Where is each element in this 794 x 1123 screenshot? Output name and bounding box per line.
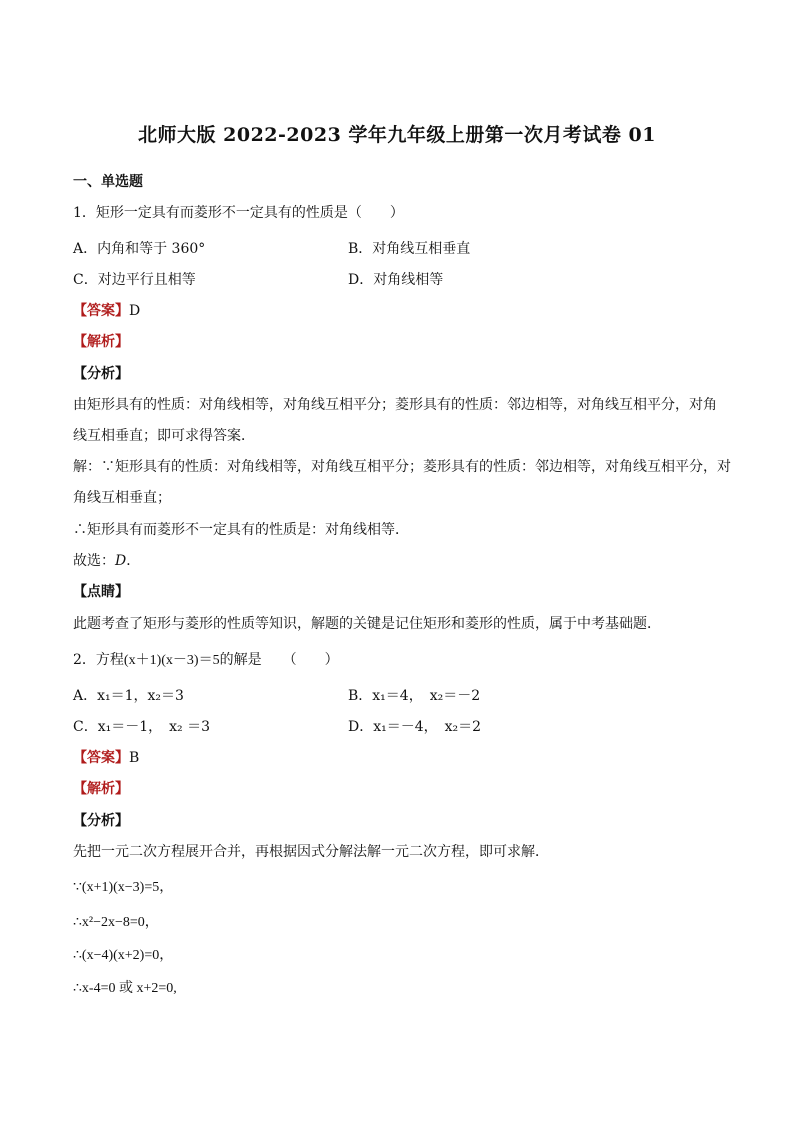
q2-option-c: C．x₁＝－1， x₂ ＝3 (73, 719, 210, 735)
q1-analysis-line2: 线互相垂直；即可求得答案． (73, 428, 255, 444)
section-heading: 一、单选题 (73, 174, 143, 190)
q2-stem-prefix: 2．方程 (73, 652, 124, 668)
q2-fenxi-tag: 【分析】 (73, 813, 129, 829)
q1-option-b: B．对角线互相垂直 (348, 241, 471, 257)
q1-option-a: A．内角和等于 360° (73, 241, 206, 257)
q2-step4: ∴x-4=0 或 x+2=0, (73, 981, 177, 996)
q1-solution-line3: ∴矩形具有而菱形不一定具有的性质是：对角线相等． (73, 522, 409, 538)
q1-jiexi-tag: 【解析】 (73, 334, 129, 350)
q1-stem: 1．矩形一定具有而菱形不一定具有的性质是（ ） (73, 205, 404, 221)
q1-answer-row (73, 301, 140, 321)
q1-solution-line1: 解：∵矩形具有的性质：对角线相等，对角线互相平分；菱形具有的性质：邻边相等，对角线互相平分，对 (73, 459, 731, 475)
answer-tag: 【答案】 (73, 750, 129, 766)
q2-step3: ∴(x−4)(x+2)=0， (73, 948, 174, 963)
q2-option-b: B．x₁＝4， x₂＝－2 (348, 688, 481, 704)
q2-analysis: 先把一元二次方程展开合并，再根据因式分解法解一元二次方程，即可求解． (73, 844, 549, 860)
q2-jiexi-tag: 【解析】 (73, 781, 129, 797)
q1-answer-value: D (129, 303, 141, 319)
q2-option-a: A．x₁＝1，x₂＝3 (73, 688, 184, 704)
q2-option-d: D．x₁＝－4， x₂＝2 (348, 719, 482, 735)
q2-stem-equation: (x＋1)(x－3)＝5 (123, 653, 220, 668)
choose-answer: D (115, 553, 127, 569)
q2-answer-row (73, 748, 139, 768)
q2-stem-suffix: 的解是 （ ） (219, 652, 339, 668)
choose-suffix: ． (126, 553, 141, 569)
answer-tag: 【答案】 (73, 303, 129, 319)
page-title: 北师大版 2022-2023 学年九年级上册第一次月考试卷 01 (138, 124, 656, 146)
q1-analysis-line1: 由矩形具有的性质：对角线相等，对角线互相平分；菱形具有的性质：邻边相等，对角线互相平分，对角 (73, 397, 717, 413)
q1-choose-row (73, 551, 140, 571)
q1-fenxi-tag: 【分析】 (73, 366, 129, 382)
q2-step1: ∵(x+1)(x−3)=5， (73, 880, 174, 895)
q1-option-c: C．对边平行且相等 (73, 272, 196, 288)
q1-option-d: D．对角线相等 (348, 272, 444, 288)
q1-solution-line2: 角线互相垂直； (73, 490, 171, 506)
q2-answer-value: B (129, 750, 140, 766)
q1-comment: 此题考查了矩形与菱形的性质等知识，解题的关键是记住矩形和菱形的性质，属于中考基础题． (73, 616, 661, 632)
q2-stem (73, 650, 339, 671)
choose-prefix: 故选： (73, 553, 115, 569)
q1-dianjing-tag: 【点睛】 (73, 584, 129, 600)
q2-step2: ∴x²−2x−8=0， (73, 915, 159, 930)
